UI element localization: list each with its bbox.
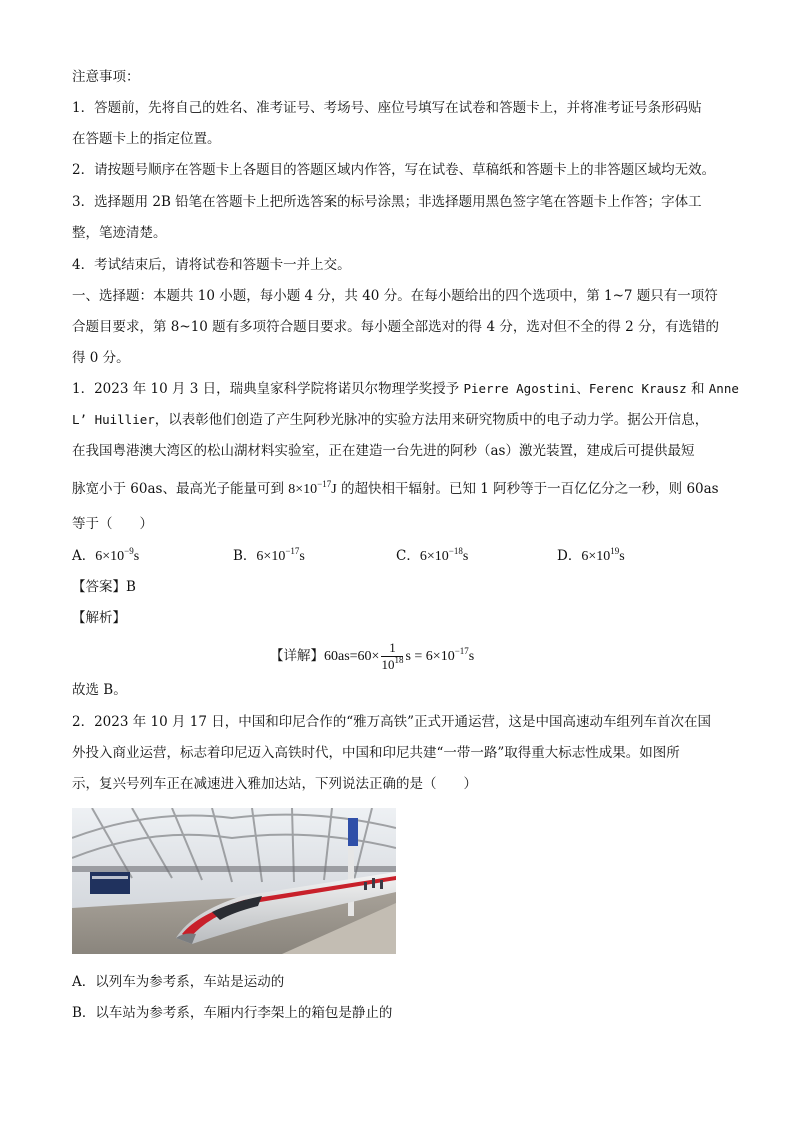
section-header: 合题目要求，第 8~10 题有多项符合题目要求。每小题全部选对的得 4 分，选对但不全的得 2 分，有选错的 xyxy=(72,319,720,335)
energy-value: $8\times 10^{-17}J$ xyxy=(288,479,337,497)
q1-option-d: D．$6\times 10^{19}s$ xyxy=(557,546,625,564)
question-1-line: 脉宽小于 60as、最高光子能量可到 $8\times 10^{-17}J$ 的超快相干辐射。已知 1 阿秒等于一百亿亿分之一秒，则 60as xyxy=(72,479,719,497)
notice-item: 在答题卡上的指定位置。 xyxy=(72,131,221,147)
detail-line: 【详解】60as=60× $\frac{1}{10^{18}}$ $s = 6\times 10^{-17}s$ xyxy=(270,640,475,672)
question-1-line: 在我国粤港澳大湾区的松山湖材料实验室，正在建造一台先进的阿秒（as）激光装置，建成后可提供最短 xyxy=(72,443,695,459)
notice-item: 整，笔迹清楚。 xyxy=(72,225,167,241)
fraction: $\frac{1}{10^{18}}$ xyxy=(381,640,404,672)
q1-option-a: A．$6\times 10^{-9}s$ xyxy=(72,546,140,564)
section-header: 得 0 分。 xyxy=(72,350,130,366)
notice-title: 注意事项： xyxy=(72,69,140,85)
answer-value: B xyxy=(126,579,136,595)
section-header: 一、选择题：本题共 10 小题，每小题 4 分，共 40 分。在每小题给出的四个选项中，第 1~7 题只有一项符 xyxy=(72,288,718,304)
answer-line xyxy=(72,577,136,597)
analysis-tag: 【解析】 xyxy=(72,610,126,626)
question-2-line: 2．2023 年 10 月 17 日，中国和印尼合作的“雅万高铁”正式开通运营，这是中国高速动车组列车首次在国 xyxy=(72,714,712,730)
notice-item: 4．考试结束后，请将试卷和答题卡一并上交。 xyxy=(72,257,351,273)
question-1-line: 等于（ ） xyxy=(72,516,153,532)
notice-item: 3．选择题用 2B 铅笔在答题卡上把所选答案的标号涂黑；非选择题用黑色签字笔在答题卡上作答；字体工 xyxy=(72,194,702,210)
answer-tag: 【答案】 xyxy=(72,579,126,595)
question-2-line: 外投入商业运营，标志着印尼迈入高铁时代，中国和印尼共建“一带一路”取得重大标志性成果。如图所 xyxy=(72,745,680,761)
notice-item: 2．请按题号顺序在答题卡上各题目的答题区域内作答，写在试卷、草稿纸和答题卡上的非答题区域均无效。 xyxy=(72,162,716,178)
q2-option-a: A．以列车为参考系，车站是运动的 xyxy=(72,974,285,990)
conclusion: 故选 B。 xyxy=(72,682,127,698)
train-station-photo xyxy=(72,808,396,954)
q2-option-b: B．以车站为参考系，车厢内行李架上的箱包是静止的 xyxy=(72,1005,393,1021)
notice-item: 1．答题前，先将自己的姓名、准考证号、考场号、座位号填写在试卷和答题卡上，并将准考证号条形码贴 xyxy=(72,100,702,116)
question-2-line: 示，复兴号列车正在减速进入雅加达站，下列说法正确的是（ ） xyxy=(72,776,477,792)
question-1-line: 1．2023 年 10 月 3 日，瑞典皇家科学院将诺贝尔物理学奖授予 Pierre Agostini、Ferenc Krausz 和 Anne xyxy=(72,381,739,397)
q1-option-c: C．$6\times 10^{-18}s$ xyxy=(396,546,469,564)
train-photo-svg xyxy=(72,808,396,954)
q1-option-b: B．$6\times 10^{-17}s$ xyxy=(233,546,305,564)
question-1-line: L’ Huillier，以表彰他们创造了产生阿秒光脉冲的实验方法用来研究物质中的电子动力学。据公开信息， xyxy=(72,412,709,428)
detail-tag: 【详解】 xyxy=(270,648,324,664)
